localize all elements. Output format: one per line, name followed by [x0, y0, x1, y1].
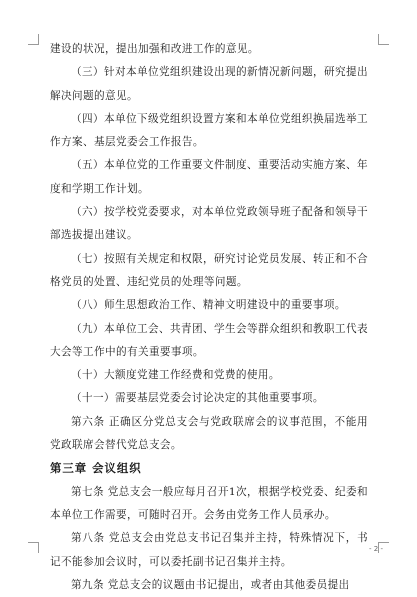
paragraph: （六）按学校党委要求，对本单位党政领导班子配备和领导干部选拔提出建议。 — [50, 206, 368, 242]
paragraph: （四）本单位下级党组织设置方案和本单位党组织换届选举工作方案、基层党委会工作报告。 — [50, 112, 368, 149]
paragraph: 建设的状况，提出加强和改进工作的意见。 — [50, 43, 259, 55]
crop-mark-top-right — [378, 34, 389, 45]
document-body — [50, 38, 368, 597]
paragraph: （七）按照有关规定和权限，研究讨论党员发展、转正和不合格党员的处置、违纪党员的处理等问题。 — [50, 252, 368, 288]
paragraph: （十一）需要基层党委会讨论决定的其他重要事项。 — [71, 392, 324, 405]
paragraph: （五）本单位党的工作重要文件制度、重要活动实施方案、年度和学期工作计划。 — [50, 159, 368, 195]
paragraph: 第九条 党总支会的议题由书记提出，或者由其他委员提出 — [71, 578, 350, 591]
paragraph: 第八条 党总支会由党总支书记召集并主持，特殊情况下，书记不能参加会议时，可以委托副书记召集并主持。 — [50, 532, 368, 568]
page-number: - 2 - — [369, 545, 383, 553]
paragraph: （八）师生思想政治工作、精神文明建设中的重要事项。 — [71, 299, 346, 312]
crop-mark-bottom-left — [28, 542, 39, 553]
paragraph: （九）本单位工会、共青团、学生会等群众组织和教职工代表大会等工作中的有关重要事项。 — [50, 322, 368, 358]
chapter-heading: 第三章 会议组织 — [50, 461, 142, 476]
paragraph: 第七条 党总支会一般应每月召开1次，根据学校党委、纪委和本单位工作需要，可随时召开。会务由党务工作人员承办。 — [50, 485, 368, 521]
crop-mark-top-left — [28, 34, 39, 45]
paragraph: （三）针对本单位党组织建设出现的新情况新问题，研究提出解决问题的意见。 — [50, 66, 368, 102]
paragraph: 第六条 正确区分党总支会与党政联席会的议事范围，不能用党政联席会替代党总支会。 — [50, 415, 368, 452]
paragraph: （十）大额度党建工作经费和党费的使用。 — [71, 369, 280, 382]
